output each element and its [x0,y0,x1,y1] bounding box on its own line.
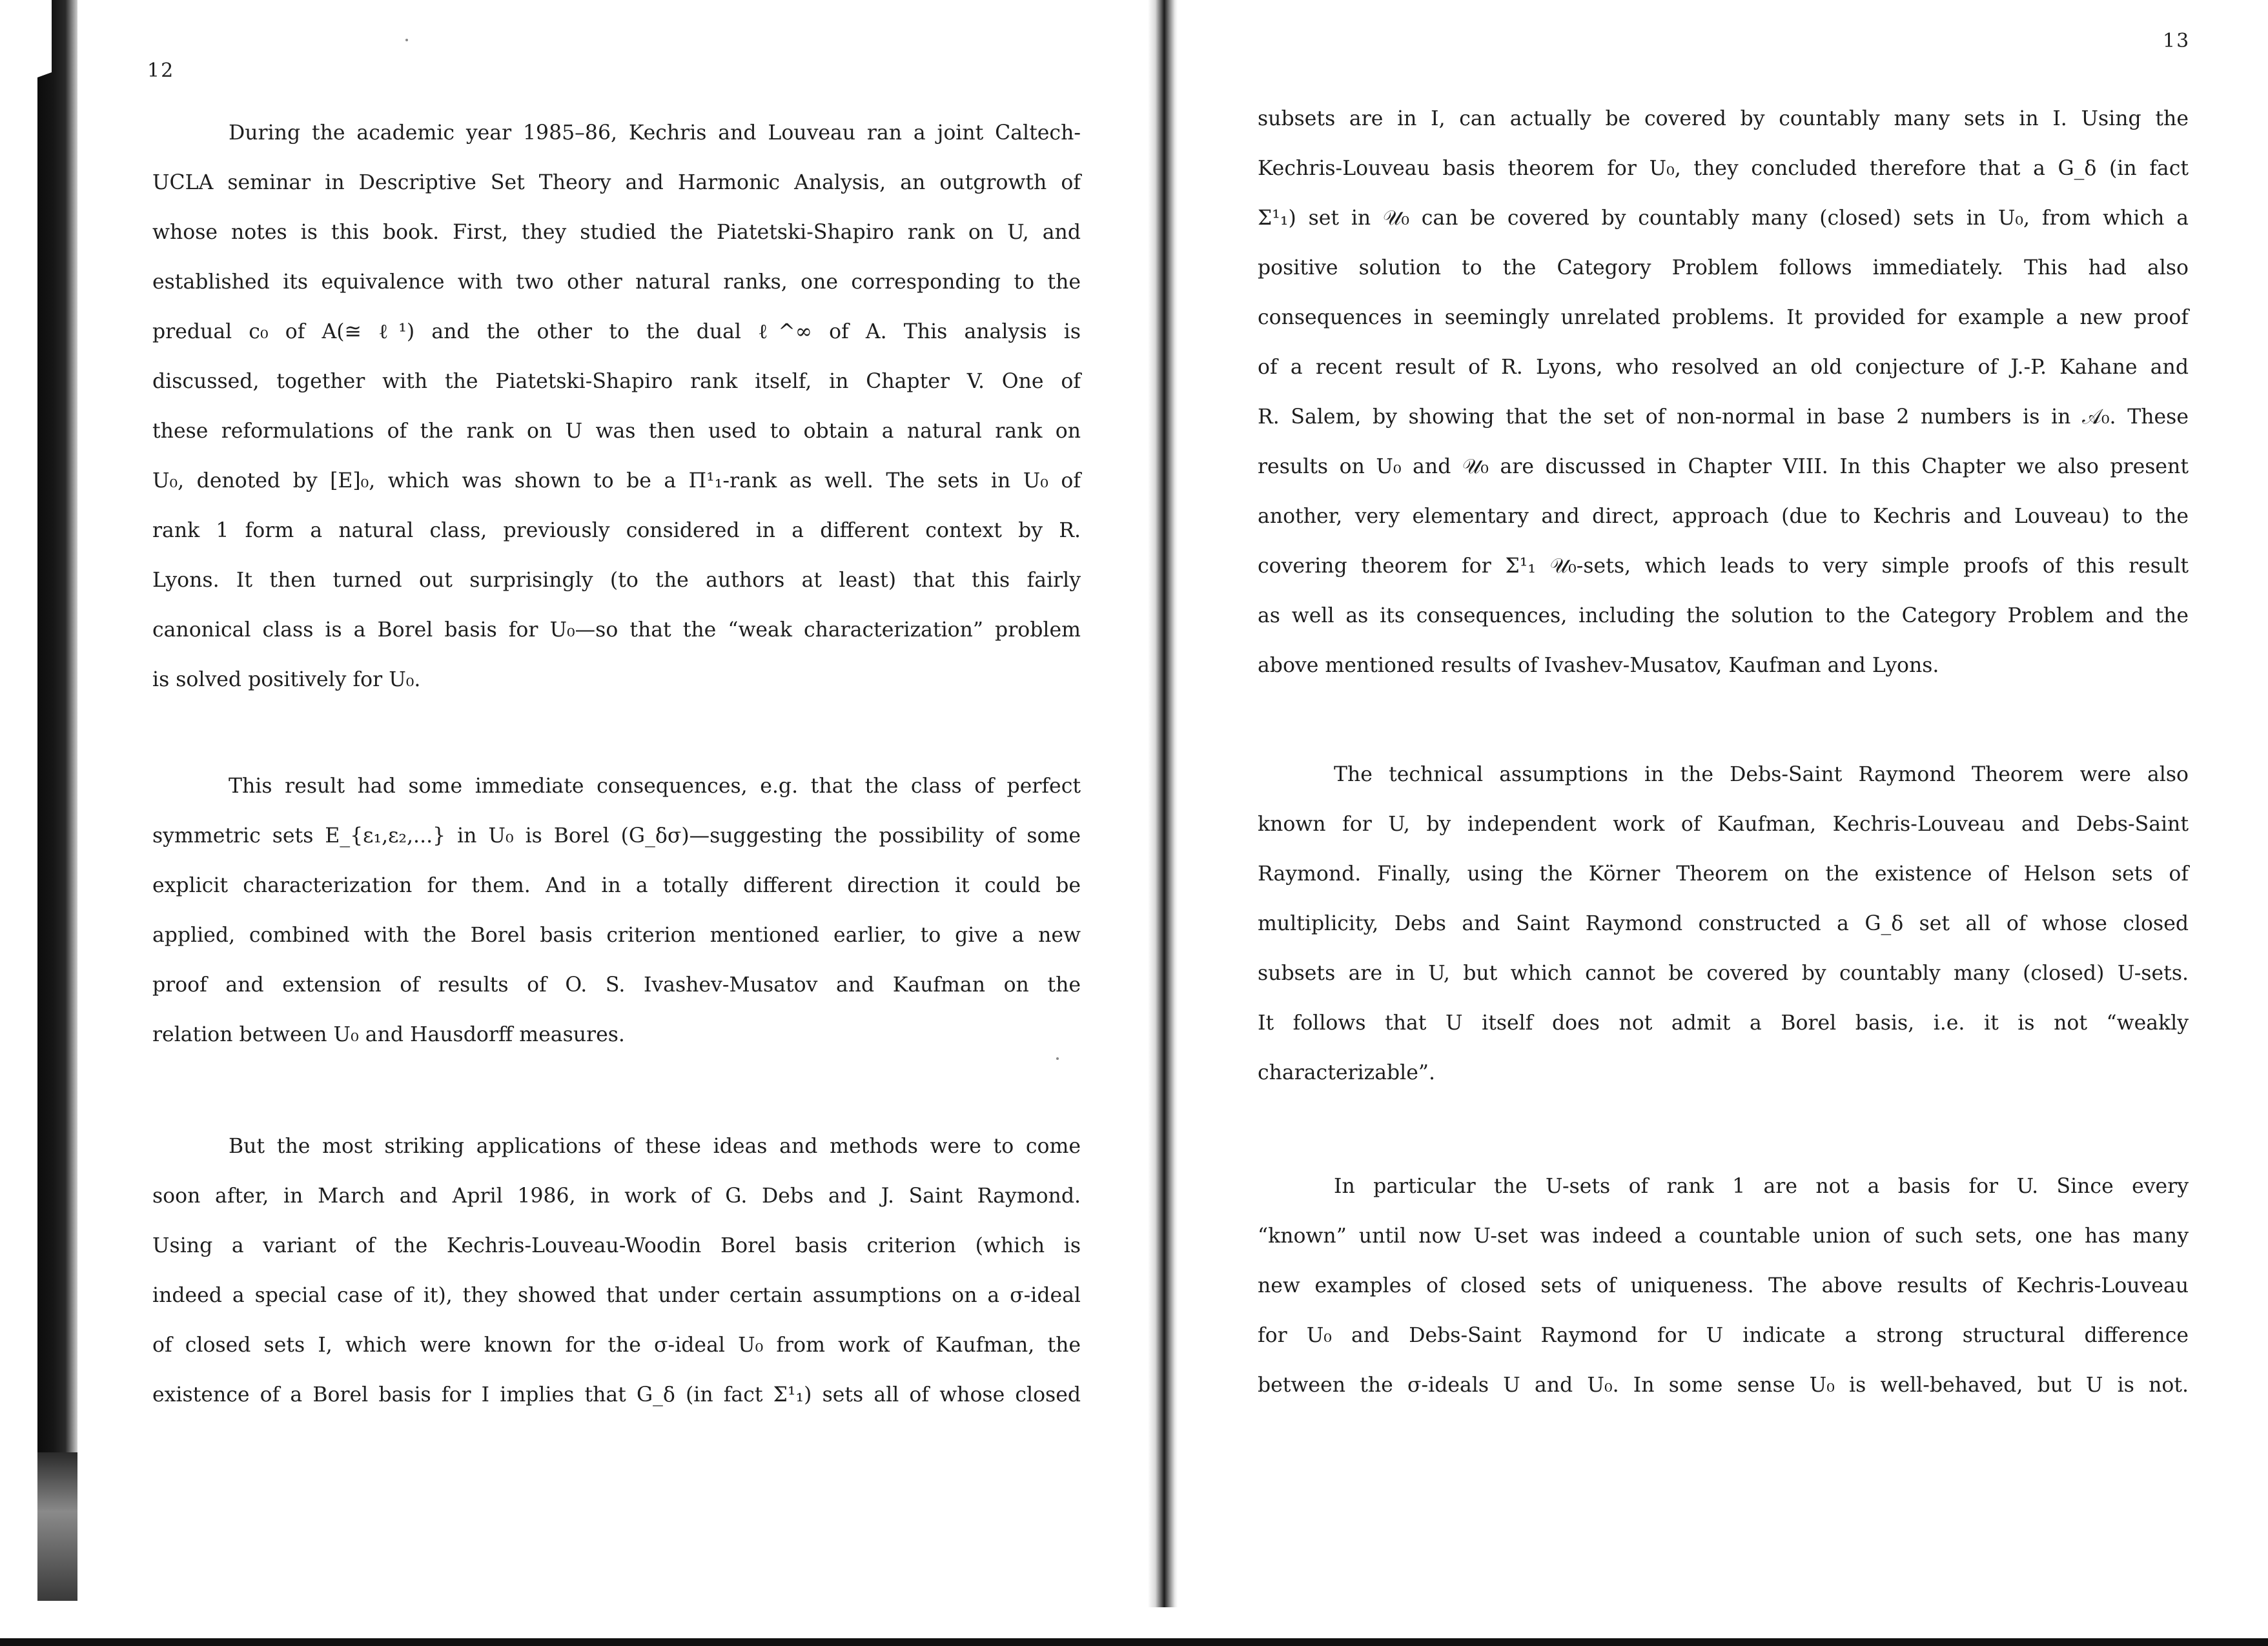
text-line: But the most striking applications of these ideas and methods were to come [229,1135,1081,1158]
text-line: established its equivalence with two other natural ranks, one corresponding to the [152,270,1081,294]
text-line: Raymond. Finally, using the Körner Theorem on the existence of Helson sets of [1258,862,2189,886]
page-number-left: 12 [147,59,175,82]
text-line: U₀, denoted by [E]₀, which was shown to be a Π¹₁-rank as well. The sets in U₀ of [152,469,1081,493]
text-line: of a recent result of R. Lyons, who resolved an old conjecture of J.-P. Kahane and [1258,356,2189,379]
text-line: whose notes is this book. First, they studied the Piatetski-Shapiro rank on U, and [152,221,1081,244]
text-line: R. Salem, by showing that the set of non-normal in base 2 numbers is in 𝒜₀. These [1258,405,2189,429]
text-line: rank 1 form a natural class, previously considered in a different context by R. [152,519,1081,542]
text-line: covering theorem for Σ¹₁ 𝒰₀-sets, which leads to very simple proofs of this result [1258,554,2189,578]
scan-bottom-edge [0,1638,2268,1646]
text-line: Kechris-Louveau basis theorem for U₀, they concluded therefore that a G_δ (in fact [1258,157,2189,180]
text-line: for U₀ and Debs-Saint Raymond for U indicate a strong structural difference [1258,1324,2189,1347]
text-line: existence of a Borel basis for I implies that G_δ (in fact Σ¹₁) sets all of whose closed [152,1383,1081,1407]
text-line: explicit characterization for them. And in a totally different direction it could be [152,874,1081,897]
text-line: This result had some immediate consequences, e.g. that the class of perfect [229,775,1081,798]
text-line: UCLA seminar in Descriptive Set Theory and Harmonic Analysis, an outgrowth of [152,171,1081,194]
scan-speck [1056,1057,1059,1060]
text-line: Using a variant of the Kechris-Louveau-Woodin Borel basis criterion (which is [152,1234,1081,1257]
text-line: discussed, together with the Piatetski-Shapiro rank itself, in Chapter V. One of [152,370,1081,393]
text-line: Lyons. It then turned out surprisingly (to the authors at least) that this fairly [152,569,1081,592]
text-line: as well as its consequences, including the solution to the Category Problem and the [1258,604,2189,627]
text-line: The technical assumptions in the Debs-Saint Raymond Theorem were also [1334,763,2189,786]
text-line: canonical class is a Borel basis for U₀—so that the “weak characterization” problem [152,618,1081,642]
book-gutter [1148,0,1178,1607]
text-line: subsets are in I, can actually be covered by countably many sets in I. Using the [1258,107,2189,130]
text-line: above mentioned results of Ivashev-Musatov, Kaufman and Lyons. [1258,654,1939,677]
text-line: symmetric sets E_{ε₁,ε₂,...} in U₀ is Borel (G_δσ)—suggesting the possibility of some [152,824,1081,848]
text-line: indeed a special case of it), they showed that under certain assumptions on a σ-ideal [152,1284,1081,1307]
text-line: applied, combined with the Borel basis criterion mentioned earlier, to give a new [152,924,1081,947]
text-line: another, very elementary and direct, approach (due to Kechris and Louveau) to the [1258,505,2189,528]
text-line: characterizable”. [1258,1061,1435,1084]
text-line: subsets are in U, but which cannot be covered by countably many (closed) U-sets. [1258,962,2189,985]
scan-speck [405,39,408,41]
text-line: of closed sets I, which were known for the σ-ideal U₀ from work of Kaufman, the [152,1334,1081,1357]
text-line: multiplicity, Debs and Saint Raymond constructed a G_δ set all of whose closed [1258,912,2189,935]
text-line: In particular the U-sets of rank 1 are not a basis for U. Since every [1334,1175,2189,1198]
text-line: relation between U₀ and Hausdorff measures. [152,1023,625,1046]
text-line: results on U₀ and 𝒰₀ are discussed in Chapter VIII. In this Chapter we also present [1258,455,2189,478]
text-line: predual c₀ of A(≅ ℓ¹) and the other to the dual ℓ^∞ of A. This analysis is [152,320,1081,343]
page-number-right: 13 [2163,30,2191,52]
text-line: proof and extension of results of O. S. Ivashev-Musatov and Kaufman on the [152,973,1081,997]
text-line: Σ¹₁) set in 𝒰₀ can be covered by countably many (closed) sets in U₀, from which a [1258,207,2189,230]
text-line: known for U, by independent work of Kaufman, Kechris-Louveau and Debs-Saint [1258,813,2189,836]
text-line: between the σ-ideals U and U₀. In some sense U₀ is well-behaved, but U is not. [1258,1374,2189,1397]
text-line: soon after, in March and April 1986, in work of G. Debs and J. Saint Raymond. [152,1184,1081,1208]
text-line: these reformulations of the rank on U was then used to obtain a natural rank on [152,420,1081,443]
text-line: It follows that U itself does not admit a Borel basis, i.e. it is not “weakly [1258,1011,2189,1035]
text-line: is solved positively for U₀. [152,668,421,691]
scan-binding-shadow-left [37,0,77,1601]
text-line: During the academic year 1985–86, Kechris and Louveau ran a joint Caltech- [229,121,1081,145]
text-line: consequences in seemingly unrelated problems. It provided for example a new proof [1258,306,2189,329]
text-line: “known” until now U-set was indeed a countable union of such sets, one has many [1258,1224,2189,1248]
text-line: positive solution to the Category Problem follows immediately. This had also [1258,256,2189,279]
text-line: new examples of closed sets of uniqueness. The above results of Kechris-Louveau [1258,1274,2189,1297]
